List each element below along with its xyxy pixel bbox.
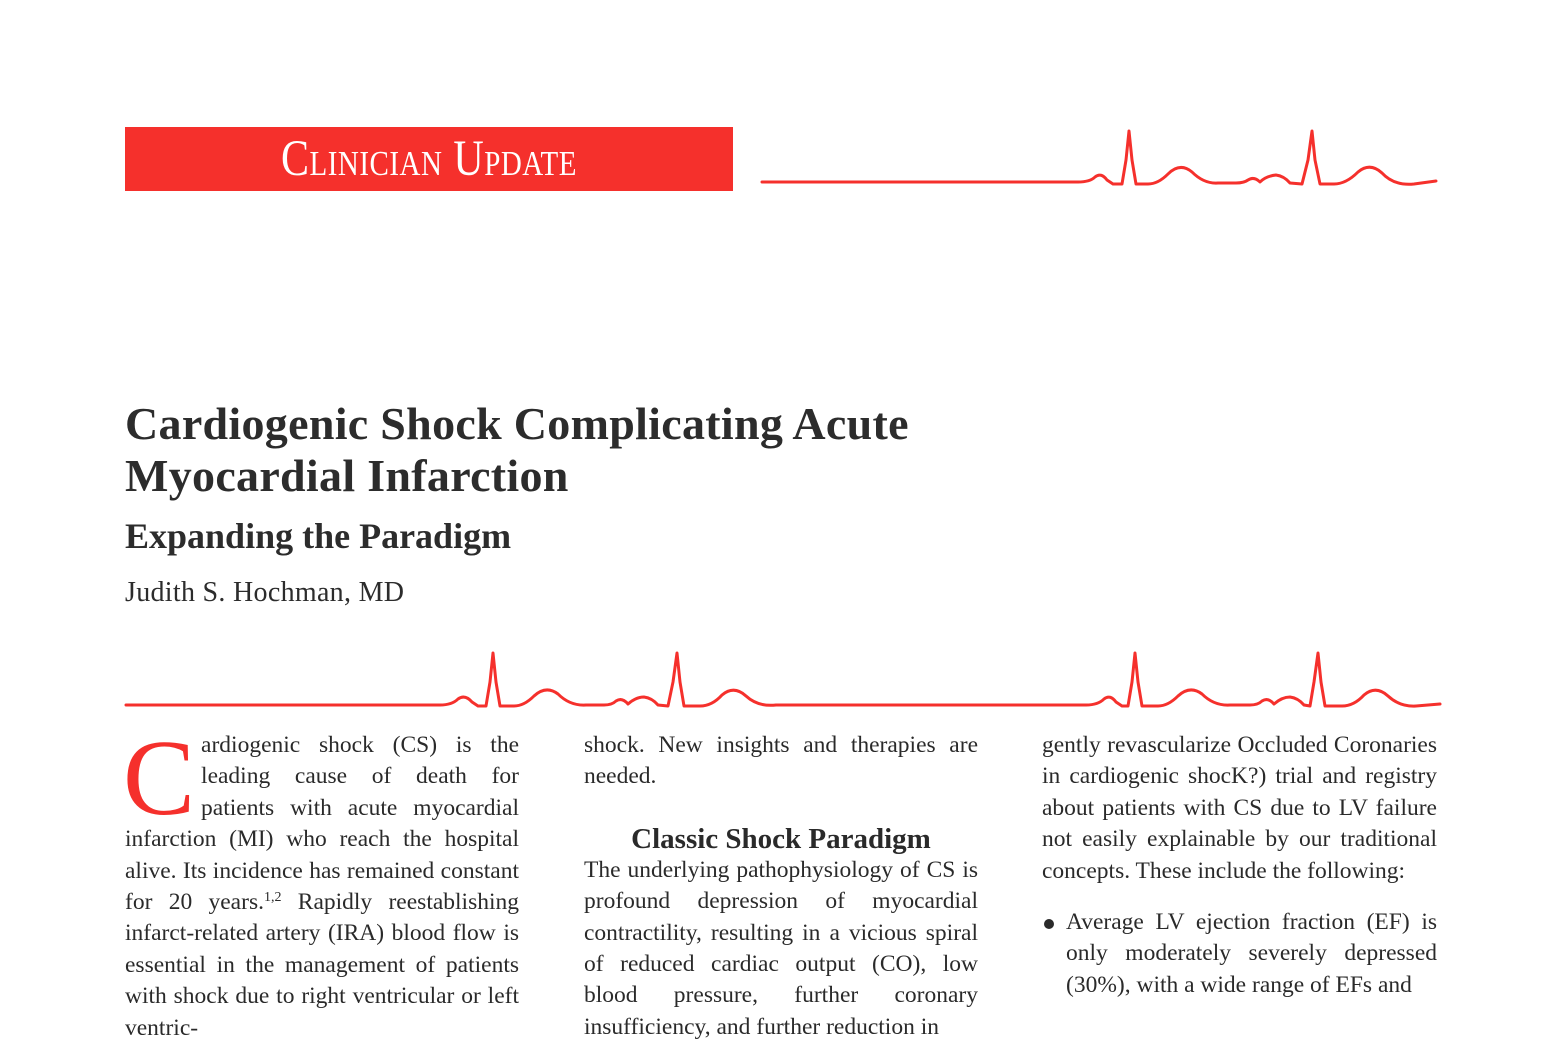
bullet-icon: [1044, 919, 1054, 929]
article-author: Judith S. Hochman, MD: [125, 577, 405, 608]
body-column-3: [1042, 730, 1437, 1001]
list-item: [1042, 907, 1437, 1001]
body-column-1: [123, 719, 520, 1044]
section-banner-label: Clinician Update: [281, 130, 577, 188]
reference-marker: 1,2: [263, 890, 282, 906]
article-title-line1: Cardiogenic Shock Complicating Acute: [125, 398, 909, 449]
section-banner: [125, 127, 733, 191]
ecg-divider-icon: [124, 640, 1442, 715]
ecg-line-top-icon: [762, 120, 1442, 195]
list-item-text: Average LV ejection fraction (EF) is only moderately severely depressed (30%), with a wide range of EFs and: [1066, 909, 1437, 998]
article-title-line2: Myocardial Infarction: [125, 450, 569, 501]
body-paragraph: gently revascularize Occluded Coronaries in cardiogenic shocK?) trial and registry about patients with CS due to LV failure not easily explainable by our traditional concepts. These include the following:: [1042, 732, 1437, 884]
intro-text-continued: Rapidly reestablishing infarct-related artery (IRA) blood flow is essential in the management of patients with shock due to right ventricular or left ventric-: [125, 889, 520, 1041]
article-subtitle: Expanding the Paradigm: [125, 516, 512, 556]
section-heading: Classic Shock Paradigm: [631, 822, 931, 855]
drop-cap: C: [123, 719, 196, 838]
intro-text: ardiogenic shock (CS) is the leading cause of death for patients with acute myocardial infarction (MI) who reach the hospital alive. Its incidence has remained constant for 20 years.: [125, 732, 519, 916]
body-column-2: [584, 730, 978, 1043]
body-paragraph: shock. New insights and therapies are needed.: [584, 732, 978, 790]
intro-paragraph: [123, 719, 520, 1044]
article-title: [125, 398, 1025, 502]
bullet-list: [1042, 907, 1437, 1001]
body-paragraph: The underlying pathophysiology of CS is profound depression of myocardial contractility, resulting in a vicious spiral of reduced cardiac output (CO), low blood pressure, further coronary insufficiency, and further reduction in: [584, 856, 978, 1040]
